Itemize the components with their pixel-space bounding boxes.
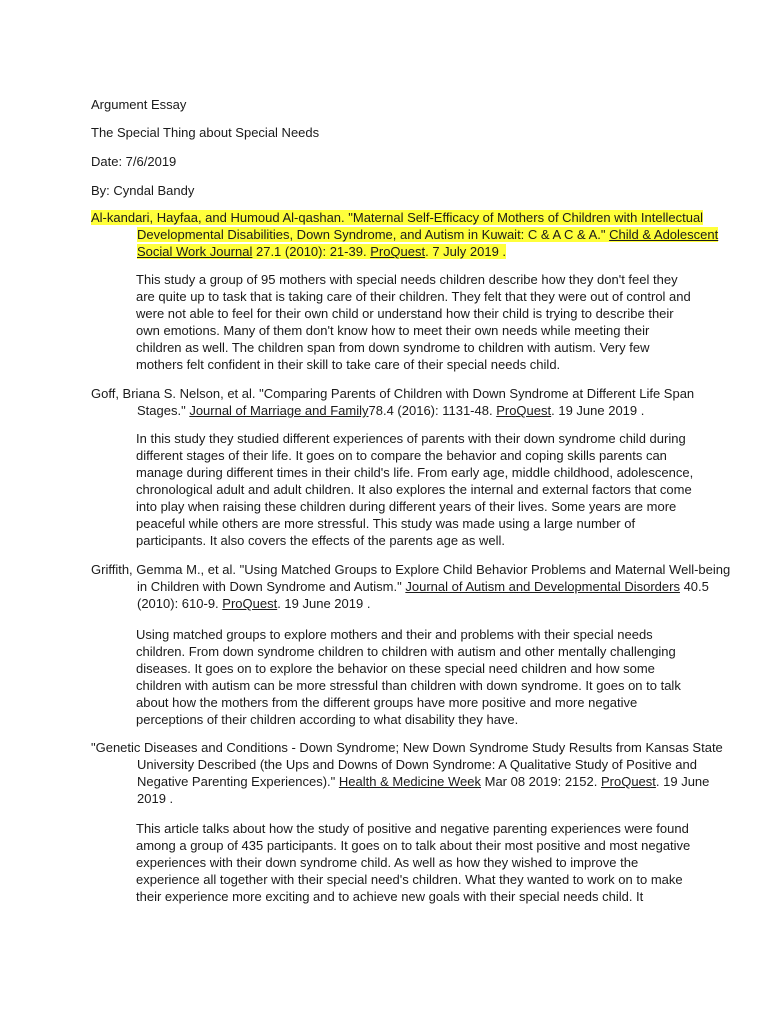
citation-1: Al-kandari, Hayfaa, and Humoud Al-qashan. "Maternal Self-Efficacy of Mothers of Children with Intellectual Developmental Disabilities, Down Syndrome, and Autism in Kuwait: C & A C & A." Child & Adolescent Social Work Journal 27.1 (2010): 21-39. ProQuest. 7 July 2019 . [91, 210, 719, 259]
citation-4: "Genetic Diseases and Conditions - Down Syndrome; New Down Syndrome Study Results from Kansas State University Described (the Ups and Downs of Down Syndrome: A Qualitative Study of Positive and Negative Parenting Experiences)." Health & Medicine Week Mar 08 2019: 2152. ProQuest. 19 June 2019 . [91, 740, 723, 806]
annotation-1: This study a group of 95 mothers with special needs children describe how they don't feel they are quite up to task that is taking care of their children. They felt that they were out of control and were not able to feel for their own child or understand how their child is trying to describe their own emotions. Many of them don't know how to meet their own needs while meeting their children as well. The children span from down syndrome to children with autism. Very few mothers felt confident in their skill to take care of their special needs child. [136, 272, 691, 372]
annotation-2: In this study they studied different experiences of parents with their down syndrome child during different stages of their life. It goes on to compare the behavior and coping skills parents can manage during different times in their child's life. From early age, middle childhood, adolescence, chronological adult and adult children. It also explores the internal and external factors that come into play when raising these children during different years of their lives. Some years are more peaceful while others are more stressful. This study was made using a large number of participants. It also covers the effects of the parents age as well. [136, 431, 694, 548]
journal-link-1[interactable]: Child & Adolescent Social Work Journal [137, 227, 719, 259]
database-link-4[interactable]: ProQuest [600, 774, 656, 789]
essay-author: By: Cyndal Bandy [91, 183, 195, 198]
database-link-2[interactable]: ProQuest [496, 403, 552, 418]
essay-type: Argument Essay [91, 97, 187, 112]
journal-link-2[interactable]: Journal of Marriage and Family [189, 403, 369, 418]
database-link-1[interactable]: ProQuest [370, 244, 426, 259]
annotation-4: This article talks about how the study of positive and negative parenting experiences were found among a group of 435 participants. It goes on to talk about their most positive and most negative experiences with their down syndrome child. As well as how they wished to improve the experience all together with their special need's children. What they wanted to work on to make their experience more exciting and to achieve new goals with their special needs child. It [136, 821, 691, 904]
journal-link-4[interactable]: Health & Medicine Week [338, 774, 481, 789]
essay-date: Date: 7/6/2019 [91, 154, 177, 169]
annotation-3: Using matched groups to explore mothers and their and problems with their special needs children. From down syndrome children to children with autism and other mentally challenging diseases. It goes on to explore the behavior on these special need children and how some children with autism can be more stressful than children with down syndrome. It goes on to talk about how the mothers from the different groups have more positive and more negative perceptions of their children according to what disability they have. [136, 627, 681, 727]
citation-2: Goff, Briana S. Nelson, et al. "Comparing Parents of Children with Down Syndrome at Different Life Span Stages." Journal of Marriage and Family78.4 (2016): 1131-48. ProQuest. 19 June 2019 . [91, 386, 695, 418]
journal-link-3[interactable]: Journal of Autism and Developmental Disorders [405, 579, 680, 594]
citation-3: Griffith, Gemma M., et al. "Using Matched Groups to Explore Child Behavior Problems and Maternal Well-being in Children with Down Syndrome and Autism." Journal of Autism and Developmental Disorders 40.5 (2010): 610-9. ProQuest. 19 June 2019 . [91, 562, 731, 611]
database-link-3[interactable]: ProQuest [222, 596, 278, 611]
essay-title: The Special Thing about Special Needs [91, 125, 320, 140]
